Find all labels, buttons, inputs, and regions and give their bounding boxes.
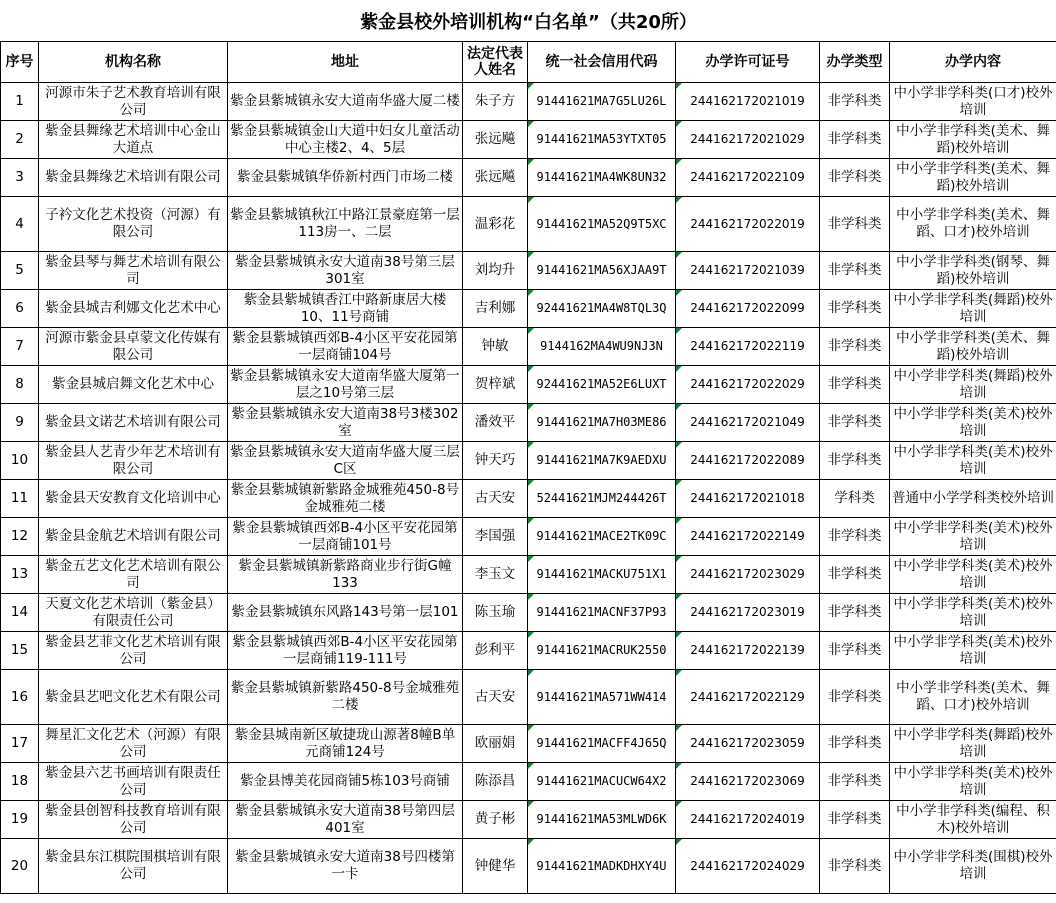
row-address: 紫金县紫城镇永安大道南38号3楼302室 bbox=[228, 404, 463, 442]
row-name: 紫金县舞缘艺术培训中心金山大道点 bbox=[39, 121, 228, 159]
col-header-name: 机构名称 bbox=[39, 42, 228, 83]
col-header-content: 办学内容 bbox=[890, 42, 1056, 83]
row-legal-rep: 李玉文 bbox=[463, 556, 528, 594]
table-row bbox=[1, 252, 1056, 290]
row-license: 244162172022149 bbox=[676, 518, 820, 556]
table-row bbox=[1, 159, 1056, 197]
row-legal-rep: 温彩花 bbox=[463, 197, 528, 252]
row-license: 244162172021039 bbox=[676, 252, 820, 290]
row-no: 2 bbox=[1, 121, 39, 159]
row-legal-rep: 陈添昌 bbox=[463, 763, 528, 801]
row-license: 244162172023069 bbox=[676, 763, 820, 801]
row-legal-rep: 吉利娜 bbox=[463, 290, 528, 328]
row-content: 中小学非学科类(围棋)校外培训 bbox=[890, 839, 1056, 894]
row-name: 紫金县东江棋院围棋培训有限公司 bbox=[39, 839, 228, 894]
row-no: 20 bbox=[1, 839, 39, 894]
row-no: 16 bbox=[1, 670, 39, 725]
row-license: 244162172022029 bbox=[676, 366, 820, 404]
row-legal-rep: 刘均升 bbox=[463, 252, 528, 290]
row-address: 紫金县紫城镇永安大道南华盛大厦第一层之10号第三层 bbox=[228, 366, 463, 404]
row-type: 非学科类 bbox=[820, 83, 890, 121]
row-legal-rep: 潘效平 bbox=[463, 404, 528, 442]
row-type: 学科类 bbox=[820, 480, 890, 518]
row-content: 中小学非学科类(舞蹈)校外培训 bbox=[890, 725, 1056, 763]
table-row bbox=[1, 328, 1056, 366]
row-no: 1 bbox=[1, 83, 39, 121]
row-license: 244162172022139 bbox=[676, 632, 820, 670]
row-address: 紫金县紫城镇永安大道南华盛大厦三层C区 bbox=[228, 442, 463, 480]
row-credit-code: 91441621MA56XJAA9T bbox=[528, 252, 676, 290]
row-type: 非学科类 bbox=[820, 159, 890, 197]
row-credit-code: 9144162MA4WU9NJ3N bbox=[528, 328, 676, 366]
row-credit-code: 91441621MACKU751X1 bbox=[528, 556, 676, 594]
row-no: 15 bbox=[1, 632, 39, 670]
row-credit-code: 52441621MJM244426T bbox=[528, 480, 676, 518]
row-name: 紫金县天安教育文化培训中心 bbox=[39, 480, 228, 518]
row-no: 9 bbox=[1, 404, 39, 442]
row-no: 18 bbox=[1, 763, 39, 801]
row-type: 非学科类 bbox=[820, 328, 890, 366]
table-row bbox=[1, 556, 1056, 594]
row-type: 非学科类 bbox=[820, 121, 890, 159]
row-type: 非学科类 bbox=[820, 442, 890, 480]
row-content: 中小学非学科类(美术、舞蹈、口才)校外培训 bbox=[890, 670, 1056, 725]
row-legal-rep: 钟敏 bbox=[463, 328, 528, 366]
table-row bbox=[1, 518, 1056, 556]
table-row bbox=[1, 121, 1056, 159]
row-name: 紫金五艺文化艺术培训有限公司 bbox=[39, 556, 228, 594]
table-row bbox=[1, 290, 1056, 328]
row-type: 非学科类 bbox=[820, 556, 890, 594]
row-no: 6 bbox=[1, 290, 39, 328]
table-row bbox=[1, 594, 1056, 632]
row-content: 中小学非学科类(美术、舞蹈)校外培训 bbox=[890, 328, 1056, 366]
row-name: 天夏文化艺术培训（紫金县）有限责任公司 bbox=[39, 594, 228, 632]
row-no: 12 bbox=[1, 518, 39, 556]
row-content: 中小学非学科类(美术)校外培训 bbox=[890, 632, 1056, 670]
row-content: 中小学非学科类(美术、舞蹈)校外培训 bbox=[890, 159, 1056, 197]
row-legal-rep: 张远飚 bbox=[463, 159, 528, 197]
row-no: 5 bbox=[1, 252, 39, 290]
row-name: 紫金县艺吧文化艺术有限公司 bbox=[39, 670, 228, 725]
row-name: 紫金县金航艺术培训有限公司 bbox=[39, 518, 228, 556]
row-content: 中小学非学科类(口才)校外培训 bbox=[890, 83, 1056, 121]
row-address: 紫金县紫城镇香江中路新康居大楼10、11号商铺 bbox=[228, 290, 463, 328]
table-row bbox=[1, 83, 1056, 121]
row-license: 244162172024019 bbox=[676, 801, 820, 839]
row-address: 紫金县紫城镇永安大道南华盛大厦二楼 bbox=[228, 83, 463, 121]
col-header-credit-code: 统一社会信用代码 bbox=[528, 42, 676, 83]
row-license: 244162172023029 bbox=[676, 556, 820, 594]
row-content: 中小学非学科类(美术)校外培训 bbox=[890, 404, 1056, 442]
row-type: 非学科类 bbox=[820, 801, 890, 839]
row-license: 244162172022099 bbox=[676, 290, 820, 328]
row-type: 非学科类 bbox=[820, 518, 890, 556]
row-no: 13 bbox=[1, 556, 39, 594]
table-row bbox=[1, 725, 1056, 763]
row-address: 紫金县城南新区敏捷珑山源著8幢B单元商铺124号 bbox=[228, 725, 463, 763]
row-name: 河源市朱子艺术教育培训有限公司 bbox=[39, 83, 228, 121]
row-license: 244162172023059 bbox=[676, 725, 820, 763]
table-row bbox=[1, 442, 1056, 480]
row-address: 紫金县紫城镇新紫路商业步行街G幢133 bbox=[228, 556, 463, 594]
row-legal-rep: 李国强 bbox=[463, 518, 528, 556]
row-credit-code: 91441621MA4WK8UN32 bbox=[528, 159, 676, 197]
row-no: 3 bbox=[1, 159, 39, 197]
row-credit-code: 91441621MACE2TK09C bbox=[528, 518, 676, 556]
row-legal-rep: 陈玉瑜 bbox=[463, 594, 528, 632]
row-content: 中小学非学科类(美术、舞蹈、口才)校外培训 bbox=[890, 197, 1056, 252]
row-content: 中小学非学科类(舞蹈)校外培训 bbox=[890, 366, 1056, 404]
row-no: 10 bbox=[1, 442, 39, 480]
row-name: 紫金县琴与舞艺术培训有限公司 bbox=[39, 252, 228, 290]
row-type: 非学科类 bbox=[820, 632, 890, 670]
row-no: 17 bbox=[1, 725, 39, 763]
table-row bbox=[1, 670, 1056, 725]
table-row bbox=[1, 801, 1056, 839]
row-no: 4 bbox=[1, 197, 39, 252]
row-license: 244162172022109 bbox=[676, 159, 820, 197]
row-content: 中小学非学科类(美术)校外培训 bbox=[890, 763, 1056, 801]
row-legal-rep: 钟天巧 bbox=[463, 442, 528, 480]
table-title: 紫金县校外培训机构“白名单”（共20所） bbox=[1, 0, 1056, 42]
row-legal-rep: 黄子彬 bbox=[463, 801, 528, 839]
row-license: 244162172023019 bbox=[676, 594, 820, 632]
row-license: 244162172024029 bbox=[676, 839, 820, 894]
row-address: 紫金县紫城镇西郊B-4小区平安花园第一层商铺104号 bbox=[228, 328, 463, 366]
row-credit-code: 91441621MA52Q9T5XC bbox=[528, 197, 676, 252]
row-type: 非学科类 bbox=[820, 839, 890, 894]
row-credit-code: 91441621MA7K9AEDXU bbox=[528, 442, 676, 480]
row-type: 非学科类 bbox=[820, 725, 890, 763]
row-content: 中小学非学科类(美术)校外培训 bbox=[890, 556, 1056, 594]
col-header-type: 办学类型 bbox=[820, 42, 890, 83]
row-license: 244162172022129 bbox=[676, 670, 820, 725]
row-no: 14 bbox=[1, 594, 39, 632]
row-type: 非学科类 bbox=[820, 404, 890, 442]
row-address: 紫金县紫城镇金山大道中妇女儿童活动中心主楼2、4、5层 bbox=[228, 121, 463, 159]
row-type: 非学科类 bbox=[820, 366, 890, 404]
row-type: 非学科类 bbox=[820, 197, 890, 252]
row-type: 非学科类 bbox=[820, 252, 890, 290]
row-type: 非学科类 bbox=[820, 670, 890, 725]
row-credit-code: 91441621MA7H03ME86 bbox=[528, 404, 676, 442]
row-no: 7 bbox=[1, 328, 39, 366]
row-address: 紫金县博美花园商铺5栋103号商铺 bbox=[228, 763, 463, 801]
row-no: 8 bbox=[1, 366, 39, 404]
row-credit-code: 91441621MA7G5LU26L bbox=[528, 83, 676, 121]
row-credit-code: 91441621MADKDHXY4U bbox=[528, 839, 676, 894]
row-legal-rep: 钟健华 bbox=[463, 839, 528, 894]
row-content: 中小学非学科类(美术)校外培训 bbox=[890, 442, 1056, 480]
row-legal-rep: 欧丽娟 bbox=[463, 725, 528, 763]
row-legal-rep: 古天安 bbox=[463, 670, 528, 725]
row-name: 紫金县城启舞文化艺术中心 bbox=[39, 366, 228, 404]
row-name: 河源市紫金县卓蒙文化传媒有限公司 bbox=[39, 328, 228, 366]
col-header-no: 序号 bbox=[1, 42, 39, 83]
row-address: 紫金县紫城镇永安大道南38号第四层401室 bbox=[228, 801, 463, 839]
row-address: 紫金县紫城镇秋江中路江景豪庭第一层113房一、二层 bbox=[228, 197, 463, 252]
table-row bbox=[1, 366, 1056, 404]
row-address: 紫金县紫城镇西郊B-4小区平安花园第一层商铺101号 bbox=[228, 518, 463, 556]
row-name: 子衿文化艺术投资（河源）有限公司 bbox=[39, 197, 228, 252]
row-address: 紫金县紫城镇永安大道南38号四楼第一卡 bbox=[228, 839, 463, 894]
row-content: 中小学非学科类(舞蹈)校外培训 bbox=[890, 290, 1056, 328]
row-license: 244162172021019 bbox=[676, 83, 820, 121]
row-license: 244162172022089 bbox=[676, 442, 820, 480]
row-content: 中小学非学科类(钢琴、舞蹈)校外培训 bbox=[890, 252, 1056, 290]
row-content: 普通中小学学科类校外培训 bbox=[890, 480, 1056, 518]
row-no: 11 bbox=[1, 480, 39, 518]
row-type: 非学科类 bbox=[820, 594, 890, 632]
row-name: 紫金县文诺艺术培训有限公司 bbox=[39, 404, 228, 442]
table-row bbox=[1, 197, 1056, 252]
row-name: 紫金县人艺青少年艺术培训有限公司 bbox=[39, 442, 228, 480]
row-name: 舞星汇文化艺术（河源）有限公司 bbox=[39, 725, 228, 763]
row-address: 紫金县紫城镇西郊B-4小区平安花园第一层商铺119-111号 bbox=[228, 632, 463, 670]
row-content: 中小学非学科类(编程、积木)校外培训 bbox=[890, 801, 1056, 839]
row-credit-code: 91441621MA53YTXT05 bbox=[528, 121, 676, 159]
row-credit-code: 91441621MACNF37P93 bbox=[528, 594, 676, 632]
row-credit-code: 91441621MACFF4J65Q bbox=[528, 725, 676, 763]
col-header-license: 办学许可证号 bbox=[676, 42, 820, 83]
row-license: 244162172022119 bbox=[676, 328, 820, 366]
table-row bbox=[1, 632, 1056, 670]
table-row bbox=[1, 763, 1056, 801]
row-name: 紫金县创智科技教育培训有限公司 bbox=[39, 801, 228, 839]
row-type: 非学科类 bbox=[820, 290, 890, 328]
row-name: 紫金县六艺书画培训有限责任公司 bbox=[39, 763, 228, 801]
row-legal-rep: 朱子方 bbox=[463, 83, 528, 121]
row-credit-code: 91441621MA53MLWD6K bbox=[528, 801, 676, 839]
row-legal-rep: 古天安 bbox=[463, 480, 528, 518]
row-type: 非学科类 bbox=[820, 763, 890, 801]
row-content: 中小学非学科类(美术)校外培训 bbox=[890, 518, 1056, 556]
row-no: 19 bbox=[1, 801, 39, 839]
row-credit-code: 91441621MA571WW414 bbox=[528, 670, 676, 725]
row-legal-rep: 贺梓斌 bbox=[463, 366, 528, 404]
row-address: 紫金县紫城镇永安大道南38号第三层301室 bbox=[228, 252, 463, 290]
row-content: 中小学非学科类(美术、舞蹈)校外培训 bbox=[890, 121, 1056, 159]
row-license: 244162172021049 bbox=[676, 404, 820, 442]
table-row bbox=[1, 404, 1056, 442]
col-header-legal-rep: 法定代表人姓名 bbox=[463, 42, 528, 83]
row-license: 244162172021018 bbox=[676, 480, 820, 518]
row-address: 紫金县紫城镇新紫路金城雅苑450-8号金城雅苑二楼 bbox=[228, 480, 463, 518]
row-credit-code: 92441621MA52E6LUXT bbox=[528, 366, 676, 404]
row-credit-code: 91441621MACRUK2550 bbox=[528, 632, 676, 670]
row-address: 紫金县紫城镇新紫路450-8号金城雅苑二楼 bbox=[228, 670, 463, 725]
row-credit-code: 92441621MA4W8TQL3Q bbox=[528, 290, 676, 328]
row-license: 244162172021029 bbox=[676, 121, 820, 159]
row-legal-rep: 张远飚 bbox=[463, 121, 528, 159]
row-legal-rep: 彭利平 bbox=[463, 632, 528, 670]
header-row bbox=[1, 42, 1056, 83]
row-license: 244162172022019 bbox=[676, 197, 820, 252]
table-row bbox=[1, 839, 1056, 894]
row-name: 紫金县城吉利娜文化艺术中心 bbox=[39, 290, 228, 328]
row-address: 紫金县紫城镇东风路143号第一层101 bbox=[228, 594, 463, 632]
row-name: 紫金县艺菲文化艺术培训有限公司 bbox=[39, 632, 228, 670]
col-header-address: 地址 bbox=[228, 42, 463, 83]
row-address: 紫金县紫城镇华侨新村西门市场二楼 bbox=[228, 159, 463, 197]
row-credit-code: 91441621MACUCW64X2 bbox=[528, 763, 676, 801]
table-row bbox=[1, 480, 1056, 518]
row-content: 中小学非学科类(美术)校外培训 bbox=[890, 594, 1056, 632]
row-name: 紫金县舞缘艺术培训有限公司 bbox=[39, 159, 228, 197]
